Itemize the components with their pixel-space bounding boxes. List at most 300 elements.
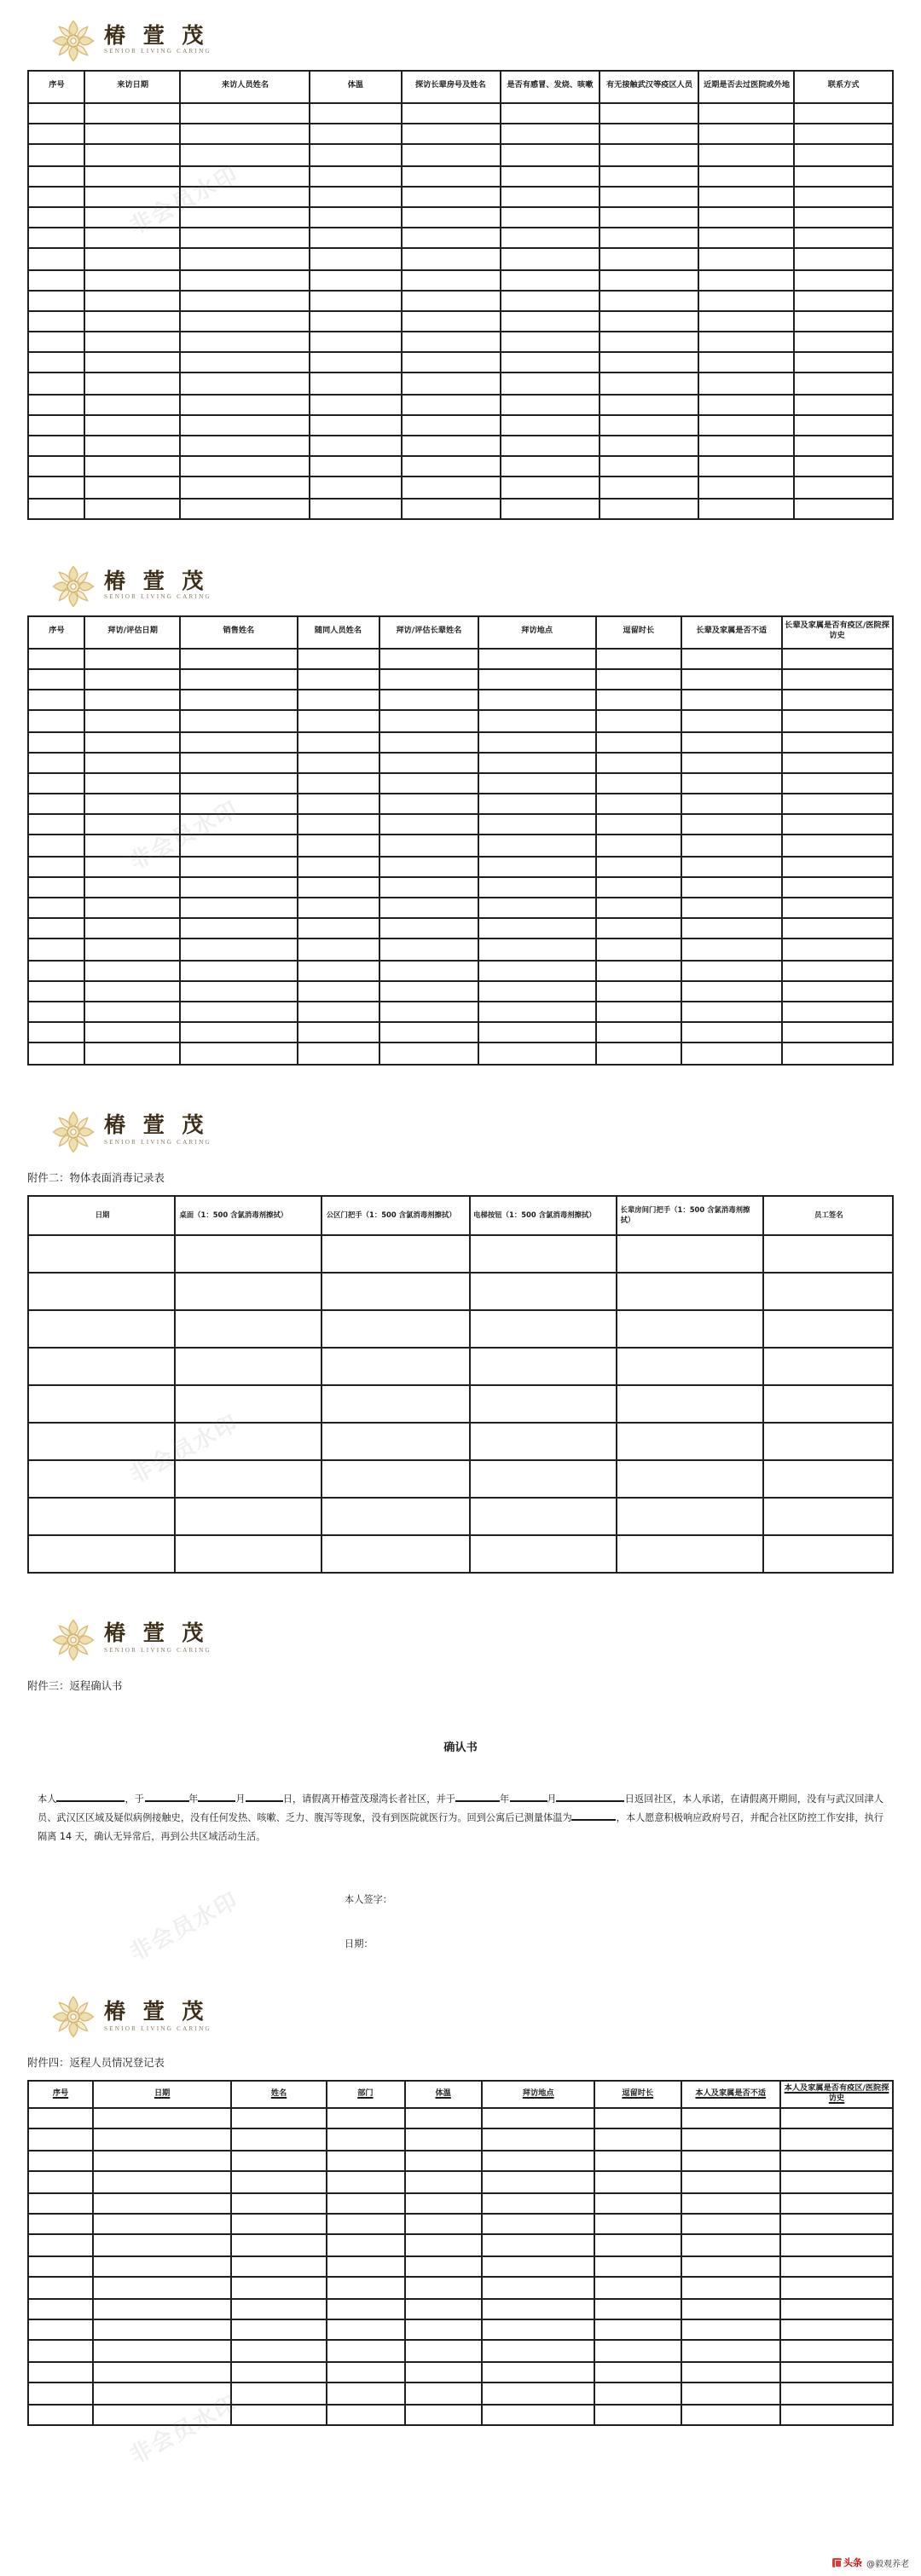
table-cell[interactable]: [600, 498, 699, 518]
table-cell[interactable]: [28, 415, 85, 436]
table-cell[interactable]: [379, 939, 479, 960]
table-cell[interactable]: [594, 2383, 681, 2404]
table-cell[interactable]: [404, 2341, 482, 2362]
table-cell[interactable]: [681, 898, 781, 918]
table-cell[interactable]: [93, 2256, 231, 2278]
table-cell[interactable]: [469, 1272, 616, 1309]
table-cell[interactable]: [28, 2108, 93, 2129]
table-cell[interactable]: [469, 1234, 616, 1272]
table-cell[interactable]: [93, 2171, 231, 2192]
table-cell[interactable]: [763, 1272, 893, 1309]
table-cell[interactable]: [85, 939, 181, 960]
table-cell[interactable]: [681, 690, 781, 710]
table-cell[interactable]: [379, 981, 479, 1002]
table-cell[interactable]: [780, 2151, 893, 2172]
table-cell[interactable]: [28, 373, 85, 394]
table-cell[interactable]: [28, 228, 85, 248]
table-cell[interactable]: [681, 2171, 780, 2192]
table-cell[interactable]: [93, 2383, 231, 2404]
table-cell[interactable]: [310, 145, 401, 165]
table-cell[interactable]: [469, 1497, 616, 1534]
table-cell[interactable]: [401, 498, 501, 518]
table-cell[interactable]: [85, 690, 181, 710]
table-cell[interactable]: [28, 773, 85, 794]
table-cell[interactable]: [794, 290, 893, 310]
table-cell[interactable]: [478, 752, 595, 772]
table-cell[interactable]: [600, 145, 699, 165]
table-cell[interactable]: [28, 711, 85, 731]
table-cell[interactable]: [85, 815, 181, 835]
table-cell[interactable]: [297, 1002, 379, 1022]
table-cell[interactable]: [401, 124, 501, 144]
table-cell[interactable]: [28, 960, 85, 980]
table-cell[interactable]: [85, 773, 181, 794]
table-cell[interactable]: [93, 2319, 231, 2341]
table-cell[interactable]: [85, 228, 181, 248]
table-cell[interactable]: [180, 415, 310, 436]
table-cell[interactable]: [595, 981, 681, 1002]
table-cell[interactable]: [404, 2108, 482, 2129]
table-cell[interactable]: [180, 207, 310, 228]
table-cell[interactable]: [501, 124, 600, 144]
table-cell[interactable]: [180, 394, 310, 414]
blank-name[interactable]: [57, 1799, 125, 1801]
table-cell[interactable]: [401, 228, 501, 248]
table-cell[interactable]: [297, 835, 379, 856]
table-cell[interactable]: [681, 2341, 780, 2362]
table-cell[interactable]: [501, 311, 600, 332]
table-cell[interactable]: [297, 898, 379, 918]
table-cell[interactable]: [28, 2362, 93, 2383]
table-cell[interactable]: [681, 2214, 780, 2235]
table-cell[interactable]: [379, 711, 479, 731]
table-cell[interactable]: [322, 1347, 469, 1384]
table-cell[interactable]: [699, 436, 795, 456]
table-cell[interactable]: [594, 2277, 681, 2298]
table-cell[interactable]: [595, 898, 681, 918]
table-cell[interactable]: [310, 456, 401, 477]
table-cell[interactable]: [28, 939, 85, 960]
table-cell[interactable]: [699, 332, 795, 352]
table-cell[interactable]: [231, 2129, 327, 2151]
table-cell[interactable]: [617, 1347, 763, 1384]
table-cell[interactable]: [310, 477, 401, 498]
table-cell[interactable]: [794, 207, 893, 228]
table-cell[interactable]: [28, 2171, 93, 2192]
table-cell[interactable]: [379, 918, 479, 939]
table-cell[interactable]: [180, 249, 310, 269]
table-cell[interactable]: [594, 2151, 681, 2172]
table-cell[interactable]: [327, 2129, 404, 2151]
table-cell[interactable]: [469, 1384, 616, 1422]
table-cell[interactable]: [781, 981, 893, 1002]
table-cell[interactable]: [231, 2192, 327, 2214]
table-cell[interactable]: [310, 394, 401, 414]
table-cell[interactable]: [28, 981, 85, 1002]
table-cell[interactable]: [28, 165, 85, 186]
table-cell[interactable]: [501, 145, 600, 165]
table-cell[interactable]: [85, 124, 181, 144]
table-cell[interactable]: [617, 1459, 763, 1497]
table-cell[interactable]: [594, 2235, 681, 2256]
table-cell[interactable]: [699, 353, 795, 373]
table-cell[interactable]: [595, 649, 681, 669]
table-cell[interactable]: [231, 2298, 327, 2319]
table-cell[interactable]: [482, 2319, 594, 2341]
table-cell[interactable]: [175, 1272, 321, 1309]
table-cell[interactable]: [85, 477, 181, 498]
table-cell[interactable]: [93, 2404, 231, 2425]
table-cell[interactable]: [327, 2362, 404, 2383]
table-cell[interactable]: [180, 960, 297, 980]
table-cell[interactable]: [379, 649, 479, 669]
table-cell[interactable]: [681, 835, 781, 856]
table-cell[interactable]: [478, 669, 595, 690]
table-cell[interactable]: [478, 1043, 595, 1064]
table-cell[interactable]: [297, 773, 379, 794]
table-cell[interactable]: [379, 773, 479, 794]
table-cell[interactable]: [404, 2129, 482, 2151]
table-cell[interactable]: [327, 2341, 404, 2362]
table-cell[interactable]: [379, 1043, 479, 1064]
table-cell[interactable]: [699, 187, 795, 207]
table-cell[interactable]: [595, 773, 681, 794]
table-cell[interactable]: [617, 1384, 763, 1422]
table-cell[interactable]: [379, 794, 479, 814]
table-cell[interactable]: [794, 436, 893, 456]
table-cell[interactable]: [180, 835, 297, 856]
table-cell[interactable]: [780, 2277, 893, 2298]
table-cell[interactable]: [28, 124, 85, 144]
table-cell[interactable]: [781, 856, 893, 876]
table-cell[interactable]: [85, 415, 181, 436]
table-cell[interactable]: [594, 2319, 681, 2341]
table-cell[interactable]: [781, 711, 893, 731]
table-cell[interactable]: [310, 124, 401, 144]
table-cell[interactable]: [379, 835, 479, 856]
table-cell[interactable]: [327, 2383, 404, 2404]
table-cell[interactable]: [175, 1347, 321, 1384]
blank-temperature[interactable]: [572, 1818, 617, 1820]
table-cell[interactable]: [594, 2214, 681, 2235]
table-cell[interactable]: [781, 773, 893, 794]
table-cell[interactable]: [28, 2129, 93, 2151]
table-cell[interactable]: [180, 456, 310, 477]
table-cell[interactable]: [310, 311, 401, 332]
table-cell[interactable]: [180, 939, 297, 960]
table-cell[interactable]: [93, 2235, 231, 2256]
table-cell[interactable]: [28, 649, 85, 669]
table-cell[interactable]: [763, 1497, 893, 1534]
table-cell[interactable]: [681, 877, 781, 898]
table-cell[interactable]: [85, 794, 181, 814]
table-cell[interactable]: [595, 1043, 681, 1064]
table-cell[interactable]: [600, 436, 699, 456]
table-cell[interactable]: [681, 960, 781, 980]
table-cell[interactable]: [595, 752, 681, 772]
table-cell[interactable]: [297, 649, 379, 669]
table-cell[interactable]: [600, 415, 699, 436]
table-cell[interactable]: [600, 228, 699, 248]
table-cell[interactable]: [28, 2277, 93, 2298]
table-cell[interactable]: [28, 898, 85, 918]
table-cell[interactable]: [478, 649, 595, 669]
table-cell[interactable]: [780, 2171, 893, 2192]
table-cell[interactable]: [482, 2256, 594, 2278]
table-cell[interactable]: [85, 207, 181, 228]
table-cell[interactable]: [310, 290, 401, 310]
table-cell[interactable]: [681, 2319, 780, 2341]
table-cell[interactable]: [401, 311, 501, 332]
table-cell[interactable]: [501, 207, 600, 228]
table-cell[interactable]: [794, 373, 893, 394]
blank-month-2[interactable]: [509, 1799, 547, 1801]
table-cell[interactable]: [594, 2404, 681, 2425]
table-cell[interactable]: [501, 228, 600, 248]
table-cell[interactable]: [28, 690, 85, 710]
table-cell[interactable]: [28, 145, 85, 165]
table-cell[interactable]: [310, 498, 401, 518]
table-cell[interactable]: [175, 1497, 321, 1534]
table-cell[interactable]: [379, 960, 479, 980]
table-cell[interactable]: [763, 1384, 893, 1422]
table-cell[interactable]: [85, 436, 181, 456]
table-cell[interactable]: [404, 2277, 482, 2298]
table-cell[interactable]: [501, 456, 600, 477]
table-cell[interactable]: [600, 456, 699, 477]
table-cell[interactable]: [85, 981, 181, 1002]
table-cell[interactable]: [93, 2214, 231, 2235]
table-cell[interactable]: [482, 2171, 594, 2192]
table-cell[interactable]: [780, 2192, 893, 2214]
table-cell[interactable]: [85, 669, 181, 690]
table-cell[interactable]: [28, 2256, 93, 2278]
table-cell[interactable]: [327, 2108, 404, 2129]
table-cell[interactable]: [379, 1002, 479, 1022]
table-cell[interactable]: [180, 794, 297, 814]
table-cell[interactable]: [600, 165, 699, 186]
table-cell[interactable]: [310, 228, 401, 248]
table-cell[interactable]: [482, 2129, 594, 2151]
table-cell[interactable]: [763, 1422, 893, 1459]
table-cell[interactable]: [180, 187, 310, 207]
table-cell[interactable]: [297, 690, 379, 710]
table-cell[interactable]: [322, 1384, 469, 1422]
table-cell[interactable]: [501, 394, 600, 414]
table-cell[interactable]: [681, 794, 781, 814]
table-cell[interactable]: [310, 415, 401, 436]
table-cell[interactable]: [681, 856, 781, 876]
table-cell[interactable]: [501, 332, 600, 352]
table-cell[interactable]: [501, 165, 600, 186]
table-cell[interactable]: [28, 456, 85, 477]
table-cell[interactable]: [180, 1022, 297, 1043]
table-cell[interactable]: [310, 436, 401, 456]
table-cell[interactable]: [763, 1534, 893, 1572]
table-cell[interactable]: [594, 2298, 681, 2319]
table-cell[interactable]: [297, 981, 379, 1002]
table-cell[interactable]: [681, 2192, 780, 2214]
table-cell[interactable]: [781, 898, 893, 918]
table-cell[interactable]: [600, 249, 699, 269]
table-cell[interactable]: [699, 103, 795, 124]
table-cell[interactable]: [93, 2362, 231, 2383]
table-cell[interactable]: [617, 1534, 763, 1572]
table-cell[interactable]: [780, 2235, 893, 2256]
table-cell[interactable]: [681, 731, 781, 752]
table-cell[interactable]: [93, 2341, 231, 2362]
table-cell[interactable]: [600, 207, 699, 228]
table-cell[interactable]: [297, 856, 379, 876]
table-cell[interactable]: [85, 269, 181, 290]
table-cell[interactable]: [600, 332, 699, 352]
table-cell[interactable]: [781, 731, 893, 752]
table-cell[interactable]: [322, 1309, 469, 1347]
table-cell[interactable]: [681, 2151, 780, 2172]
table-cell[interactable]: [28, 2383, 93, 2404]
table-cell[interactable]: [310, 103, 401, 124]
table-cell[interactable]: [780, 2298, 893, 2319]
table-cell[interactable]: [763, 1459, 893, 1497]
table-cell[interactable]: [401, 165, 501, 186]
table-cell[interactable]: [781, 1022, 893, 1043]
table-cell[interactable]: [478, 877, 595, 898]
table-cell[interactable]: [501, 415, 600, 436]
table-cell[interactable]: [401, 145, 501, 165]
table-cell[interactable]: [699, 145, 795, 165]
table-cell[interactable]: [327, 2277, 404, 2298]
table-cell[interactable]: [28, 332, 85, 352]
table-cell[interactable]: [85, 290, 181, 310]
table-cell[interactable]: [780, 2404, 893, 2425]
table-cell[interactable]: [780, 2319, 893, 2341]
table-cell[interactable]: [482, 2404, 594, 2425]
table-cell[interactable]: [699, 394, 795, 414]
table-cell[interactable]: [85, 960, 181, 980]
table-cell[interactable]: [594, 2341, 681, 2362]
table-cell[interactable]: [93, 2298, 231, 2319]
table-cell[interactable]: [482, 2341, 594, 2362]
table-cell[interactable]: [469, 1534, 616, 1572]
table-cell[interactable]: [780, 2362, 893, 2383]
table-cell[interactable]: [180, 898, 297, 918]
table-cell[interactable]: [681, 649, 781, 669]
table-cell[interactable]: [595, 731, 681, 752]
table-cell[interactable]: [28, 1459, 175, 1497]
table-cell[interactable]: [681, 752, 781, 772]
table-cell[interactable]: [699, 290, 795, 310]
table-cell[interactable]: [478, 1002, 595, 1022]
table-cell[interactable]: [85, 353, 181, 373]
table-cell[interactable]: [180, 690, 297, 710]
table-cell[interactable]: [699, 249, 795, 269]
table-cell[interactable]: [28, 2341, 93, 2362]
table-cell[interactable]: [595, 711, 681, 731]
table-cell[interactable]: [322, 1534, 469, 1572]
table-cell[interactable]: [600, 124, 699, 144]
table-cell[interactable]: [310, 269, 401, 290]
table-cell[interactable]: [327, 2171, 404, 2192]
table-cell[interactable]: [322, 1234, 469, 1272]
table-cell[interactable]: [28, 1272, 175, 1309]
table-cell[interactable]: [681, 2256, 780, 2278]
table-cell[interactable]: [28, 2319, 93, 2341]
table-cell[interactable]: [180, 290, 310, 310]
blank-day-1[interactable]: [246, 1799, 283, 1801]
table-cell[interactable]: [28, 2298, 93, 2319]
table-cell[interactable]: [794, 353, 893, 373]
table-cell[interactable]: [501, 103, 600, 124]
table-cell[interactable]: [600, 373, 699, 394]
table-cell[interactable]: [85, 456, 181, 477]
table-cell[interactable]: [28, 311, 85, 332]
table-cell[interactable]: [780, 2341, 893, 2362]
table-cell[interactable]: [595, 835, 681, 856]
table-cell[interactable]: [327, 2235, 404, 2256]
table-cell[interactable]: [85, 1043, 181, 1064]
table-cell[interactable]: [401, 373, 501, 394]
table-cell[interactable]: [85, 856, 181, 876]
table-cell[interactable]: [478, 815, 595, 835]
table-cell[interactable]: [327, 2404, 404, 2425]
table-cell[interactable]: [401, 290, 501, 310]
table-cell[interactable]: [595, 669, 681, 690]
table-cell[interactable]: [482, 2383, 594, 2404]
table-cell[interactable]: [379, 669, 479, 690]
table-cell[interactable]: [482, 2235, 594, 2256]
table-cell[interactable]: [594, 2362, 681, 2383]
table-cell[interactable]: [180, 773, 297, 794]
table-cell[interactable]: [28, 249, 85, 269]
table-cell[interactable]: [231, 2256, 327, 2278]
table-cell[interactable]: [794, 145, 893, 165]
table-cell[interactable]: [763, 1309, 893, 1347]
table-cell[interactable]: [310, 332, 401, 352]
table-cell[interactable]: [93, 2129, 231, 2151]
table-cell[interactable]: [310, 373, 401, 394]
table-cell[interactable]: [781, 960, 893, 980]
table-cell[interactable]: [681, 2298, 780, 2319]
table-cell[interactable]: [478, 918, 595, 939]
table-cell[interactable]: [180, 1002, 297, 1022]
table-cell[interactable]: [595, 1022, 681, 1043]
table-cell[interactable]: [28, 498, 85, 518]
table-cell[interactable]: [180, 332, 310, 352]
table-cell[interactable]: [501, 269, 600, 290]
table-cell[interactable]: [28, 2192, 93, 2214]
table-cell[interactable]: [401, 456, 501, 477]
table-cell[interactable]: [404, 2171, 482, 2192]
table-cell[interactable]: [175, 1384, 321, 1422]
table-cell[interactable]: [404, 2383, 482, 2404]
table-cell[interactable]: [401, 477, 501, 498]
table-cell[interactable]: [28, 436, 85, 456]
table-cell[interactable]: [699, 207, 795, 228]
table-cell[interactable]: [28, 669, 85, 690]
table-cell[interactable]: [85, 103, 181, 124]
table-cell[interactable]: [681, 773, 781, 794]
table-cell[interactable]: [699, 124, 795, 144]
table-cell[interactable]: [617, 1272, 763, 1309]
table-cell[interactable]: [469, 1459, 616, 1497]
table-cell[interactable]: [28, 1234, 175, 1272]
table-cell[interactable]: [28, 2404, 93, 2425]
table-cell[interactable]: [28, 731, 85, 752]
table-cell[interactable]: [180, 1043, 297, 1064]
table-cell[interactable]: [404, 2298, 482, 2319]
table-cell[interactable]: [681, 939, 781, 960]
table-cell[interactable]: [28, 353, 85, 373]
